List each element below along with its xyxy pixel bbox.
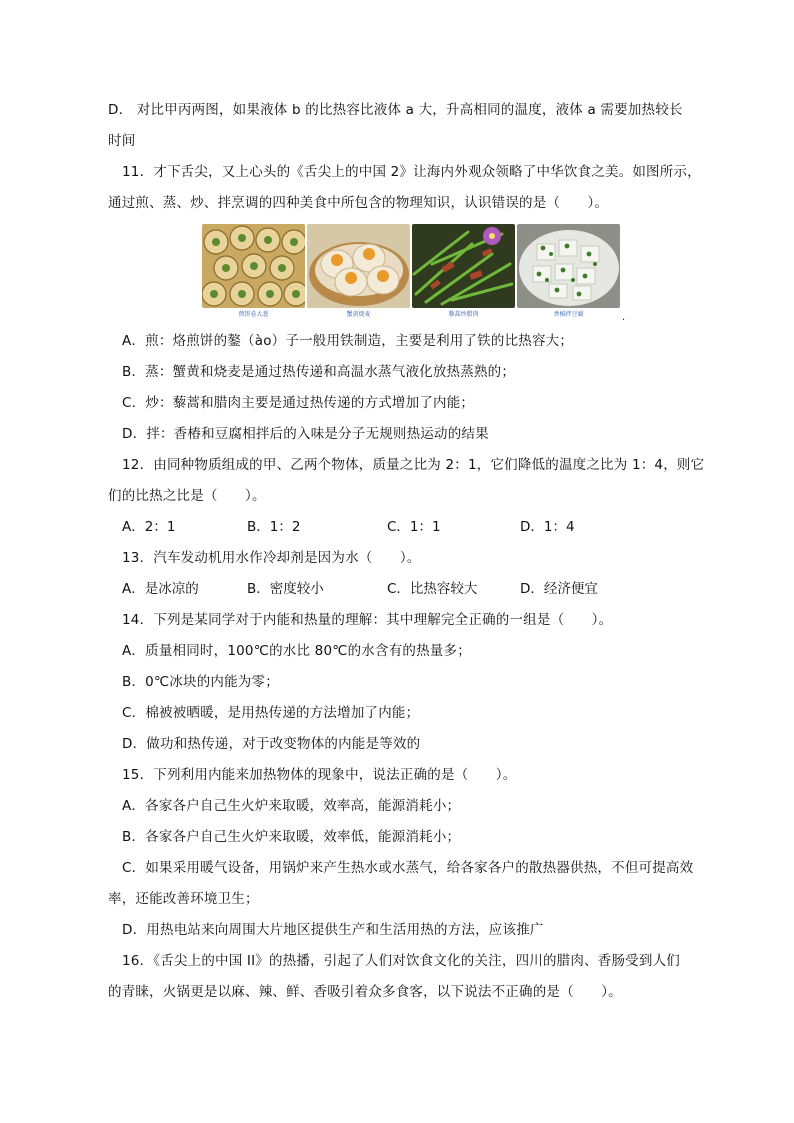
shaomai-image: [307, 224, 410, 308]
q15-option-d: D．用热电站来向周围大片地区提供生产和生活用热的方法，应该推广: [122, 922, 544, 938]
q10-option-d-line1: D. 对比甲丙两图，如果液体 b 的比热容比液体 a 大，升高相同的温度，液体 a 需要加热较长: [108, 102, 683, 118]
q15-stem: 15．下列利用内能来加热物体的现象中，说法正确的是（ ）。: [122, 767, 517, 783]
jianbing-image: [202, 224, 305, 308]
q14-option-d: D．做功和热传递，对于改变物体的内能是等效的: [122, 736, 421, 752]
q15-option-a: A．各家各户自己生火炉来取暖，效率高，能源消耗小；: [122, 798, 461, 814]
trailing-mark: .: [622, 312, 626, 323]
q13-option-d: D．经济便宜: [520, 581, 598, 597]
food-photo-doufu: [517, 224, 620, 322]
q15-option-c-line2: 率，还能改善环境卫生；: [108, 891, 259, 907]
q13-stem: 13．汽车发动机用水作冷却剂是因为水（ ）。: [122, 550, 421, 566]
food-photo-lahao: [412, 224, 515, 322]
q12-stem-line2: 们的比热之比是（ ）。: [108, 488, 266, 504]
q11-option-c: C．炒：藜蒿和腊肉主要是通过热传递的方式增加了内能；: [122, 395, 475, 411]
food-photos: [202, 224, 622, 322]
q14-stem: 14．下列是某同学对于内能和热量的理解：其中理解完全正确的一组是（ ）。: [122, 612, 613, 628]
q11-stem-line1: 11．才下舌尖，又上心头的《舌尖上的中国 2》让海内外观众领略了中华饮食之美。如图所示，: [122, 164, 701, 180]
food-photo-jianbing: [202, 224, 305, 322]
caption-shaomai: 蟹黄烧麦: [346, 311, 371, 318]
q11-option-a: A．煎：烙煎饼的鏊（ào）子一般用铁制造，主要是利用了铁的比热容大；: [122, 333, 574, 349]
q13-option-c: C．比热容较大: [387, 581, 478, 597]
q14-option-a: A．质量相同时，100℃的水比 80℃的水含有的热量多；: [122, 643, 471, 659]
q12-option-a: A．2：1: [122, 519, 176, 535]
q13-option-b: B．密度较小: [247, 581, 324, 597]
caption-jianbing: 煎饼卷大葱: [238, 311, 269, 318]
q16-stem-line2: 的青睐，火锅更是以麻、辣、鲜、香吸引着众多食客，以下说法不正确的是（ ）。: [108, 984, 622, 1000]
q11-stem-line2: 通过煎、蒸、炒、拌烹调的四种美食中所包含的物理知识，认识错误的是（ ）。: [108, 195, 609, 211]
caption-lahao: 藜蒿炒腊肉: [448, 311, 479, 318]
q13-option-a: A．是冰凉的: [122, 581, 199, 597]
q12-stem-line1: 12．由同种物质组成的甲、乙两个物体，质量之比为 2：1，它们降低的温度之比为 1：4，则它: [122, 457, 705, 473]
food-photo-shaomai: [307, 224, 410, 322]
caption-doufu: 香椿拌豆腐: [553, 311, 584, 318]
q16-stem-line1: 16．《舌尖上的中国 II》的热播，引起了人们对饮食文化的关注，四川的腊肉、香肠受到人们: [122, 953, 680, 969]
q14-option-b: B．0℃冰块的内能为零；: [122, 674, 279, 690]
q12-option-c: C．1：1: [387, 519, 441, 535]
q11-option-d: D．拌：香椿和豆腐相拌后的入味是分子无规则热运动的结果: [122, 426, 489, 442]
q12-option-b: B．1：2: [247, 519, 301, 535]
doufu-image: [517, 224, 620, 308]
q15-option-b: B．各家各户自己生火炉来取暖，效率低，能源消耗小；: [122, 829, 461, 845]
q15-option-c-line1: C．如果采用暖气设备，用锅炉来产生热水或水蒸气，给各家各户的散热器供热，不但可提高效: [122, 860, 694, 876]
q14-option-c: C．棉被被晒暖，是用热传递的方法增加了内能；: [122, 705, 420, 721]
lahao-image: [412, 224, 515, 308]
q10-option-d-line2: 时间: [108, 133, 136, 149]
q11-option-b: B．蒸：蟹黄和烧麦是通过热传递和高温水蒸气液化放热蒸熟的；: [122, 364, 516, 380]
q12-option-d: D．1：4: [520, 519, 575, 535]
